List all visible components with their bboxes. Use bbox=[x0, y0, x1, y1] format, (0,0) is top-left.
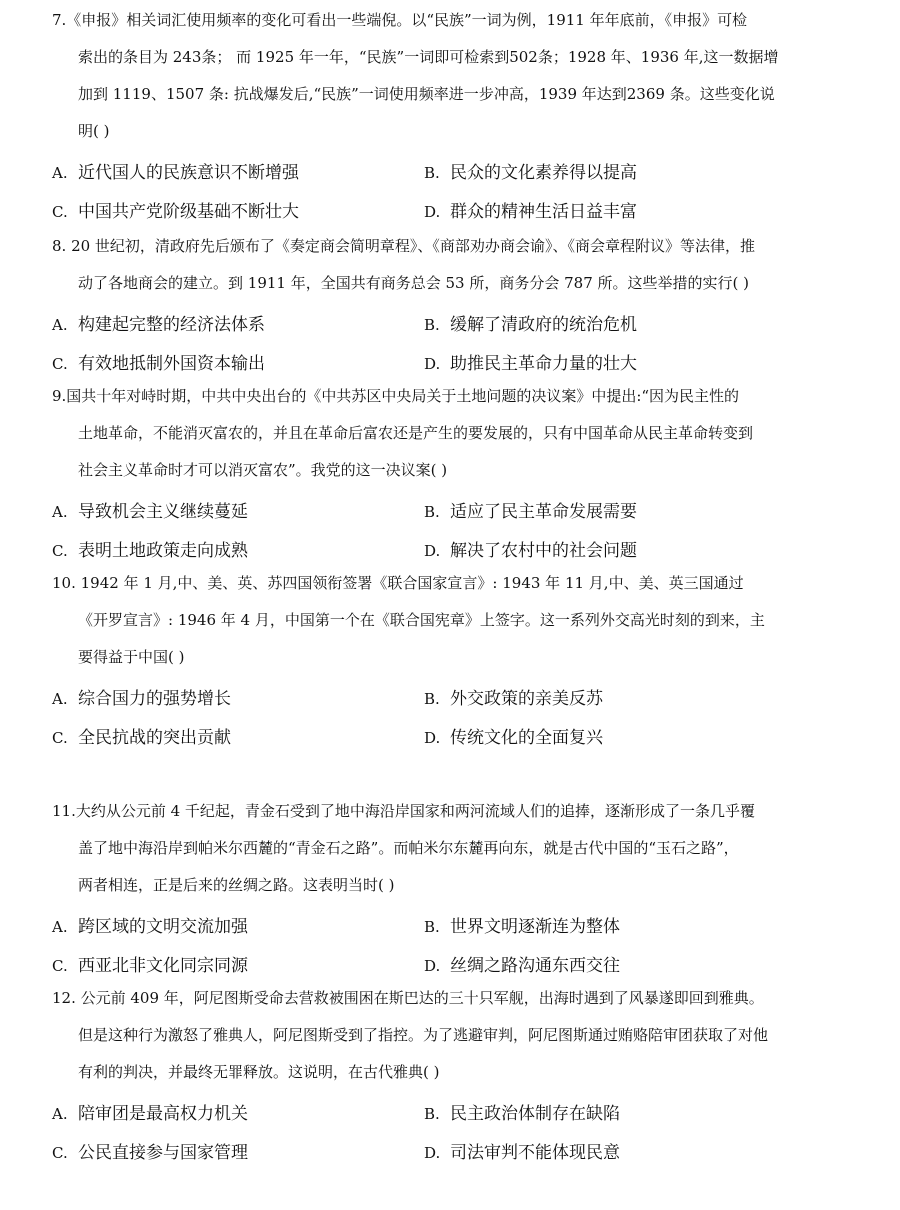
option-d bbox=[422, 719, 844, 758]
option-a bbox=[52, 1095, 422, 1134]
option-text: 助推民主革命力量的壮大 bbox=[450, 354, 637, 374]
option-letter: C. bbox=[52, 355, 68, 373]
question-11 bbox=[52, 793, 867, 986]
option-text: 解决了农村中的社会问题 bbox=[450, 541, 637, 561]
option-letter: D. bbox=[424, 355, 441, 373]
option-d bbox=[422, 193, 844, 232]
option-text: 适应了民主革命发展需要 bbox=[450, 502, 637, 522]
option-letter: A. bbox=[52, 918, 68, 936]
option-row bbox=[52, 154, 867, 193]
question-7-stem-line-3: 加到 1119、1507 条: 抗战爆发后,“民族”一词使用频率进一步冲高，1939 年达到2369 条。这些变化说 bbox=[78, 85, 775, 103]
option-b bbox=[422, 680, 844, 719]
option-text: 综合国力的强势增长 bbox=[78, 689, 231, 709]
option-text: 表明土地政策走向成熟 bbox=[78, 541, 248, 561]
question-10-stem-line-3: 要得益于中国( ) bbox=[78, 648, 185, 666]
question-12 bbox=[52, 980, 867, 1173]
option-letter: C. bbox=[52, 1144, 68, 1162]
option-c bbox=[52, 1134, 422, 1173]
option-row bbox=[52, 193, 867, 232]
option-text: 公民直接参与国家管理 bbox=[78, 1143, 248, 1163]
question-12-stem-line-1: 12. 公元前 409 年，阿尼图斯受命去营救被围困在斯巴达的三十只军舰，出海时遇到了风暴遂即回到雅典。 bbox=[52, 989, 764, 1007]
option-text: 构建起完整的经济法体系 bbox=[78, 315, 265, 335]
option-letter: B. bbox=[424, 1105, 440, 1123]
question-8-stem-line-2: 动了各地商会的建立。到 1911 年，全国共有商务总会 53 所，商务分会 787 所。这些举措的实行( ) bbox=[78, 274, 749, 292]
option-a bbox=[52, 306, 422, 345]
option-letter: B. bbox=[424, 918, 440, 936]
option-text: 导致机会主义继续蔓延 bbox=[78, 502, 248, 522]
option-letter: A. bbox=[52, 164, 68, 182]
option-text: 司法审判不能体现民意 bbox=[450, 1143, 620, 1163]
option-letter: B. bbox=[424, 164, 440, 182]
option-text: 民众的文化素养得以提高 bbox=[450, 163, 637, 183]
question-9-options bbox=[52, 493, 867, 571]
option-letter: D. bbox=[424, 729, 441, 747]
option-row bbox=[52, 680, 867, 719]
option-c bbox=[52, 193, 422, 232]
option-text: 跨区域的文明交流加强 bbox=[78, 917, 248, 937]
option-letter: A. bbox=[52, 316, 68, 334]
option-text: 世界文明逐渐连为整体 bbox=[450, 917, 620, 937]
question-9-stem-line-3: 社会主义革命时才可以消灭富农”。我党的这一决议案( ) bbox=[78, 461, 448, 479]
option-letter: C. bbox=[52, 957, 68, 975]
question-11-stem-line-1: 11.大约从公元前 4 千纪起，青金石受到了地中海沿岸国家和两河流域人们的追捧，逐渐形成了一条几乎覆 bbox=[52, 802, 755, 820]
option-text: 民主政治体制存在缺陷 bbox=[450, 1104, 620, 1124]
option-text: 丝绸之路沟通东西交往 bbox=[450, 956, 620, 976]
option-letter: B. bbox=[424, 503, 440, 521]
option-a bbox=[52, 908, 422, 947]
question-10-stem-line-2: 《开罗宣言》: 1946 年 4 月，中国第一个在《联合国宪章》上签字。这一系列外交高光时刻的到来，主 bbox=[78, 611, 765, 629]
question-10-options bbox=[52, 680, 867, 758]
option-text: 有效地抵制外国资本输出 bbox=[78, 354, 265, 374]
question-12-stem-line-2: 但是这种行为激怒了雅典人，阿尼图斯受到了指控。为了逃避审判，阿尼图斯通过贿赂陪审团获取了对他 bbox=[78, 1026, 769, 1044]
option-text: 近代国人的民族意识不断增强 bbox=[78, 163, 299, 183]
question-9-stem-line-1: 9.国共十年对峙时期，中共中央出台的《中共苏区中央局关于土地问题的决议案》中提出:“因为民主性的 bbox=[52, 387, 740, 405]
question-10-stem-line-1: 10. 1942 年 1 月,中、美、英、苏四国领衔签署《联合国家宣言》: 1943 年 11 月,中、美、英三国通过 bbox=[52, 574, 744, 592]
option-letter: A. bbox=[52, 1105, 68, 1123]
option-row bbox=[52, 306, 867, 345]
question-7-stem-line-2: 索出的条目为 243条； 而 1925 年一年，“民族”一词即可检索到502条；1928 年、1936 年,这一数据增 bbox=[78, 48, 779, 66]
option-letter: D. bbox=[424, 203, 441, 221]
option-b bbox=[422, 493, 844, 532]
option-letter: D. bbox=[424, 542, 441, 560]
option-letter: D. bbox=[424, 1144, 441, 1162]
option-row bbox=[52, 1134, 867, 1173]
question-7 bbox=[52, 2, 867, 232]
question-9-stem-line-2: 土地革命，不能消灭富农的，并且在革命后富农还是产生的要发展的，只有中国革命从民主革命转变到 bbox=[78, 424, 754, 442]
option-d bbox=[422, 1134, 844, 1173]
option-row bbox=[52, 908, 867, 947]
option-text: 传统文化的全面复兴 bbox=[450, 728, 603, 748]
question-7-stem-line-4: 明( ) bbox=[78, 122, 110, 140]
option-text: 缓解了清政府的统治危机 bbox=[450, 315, 637, 335]
option-text: 西亚北非文化同宗同源 bbox=[78, 956, 248, 976]
option-text: 中国共产党阶级基础不断壮大 bbox=[78, 202, 299, 222]
question-11-options bbox=[52, 908, 867, 986]
option-row bbox=[52, 493, 867, 532]
option-b bbox=[422, 908, 844, 947]
option-b bbox=[422, 154, 844, 193]
question-7-stem-line-1: 7.《申报》相关词汇使用频率的变化可看出一些端倪。以“民族”一词为例，1911 年年底前，《申报》可检 bbox=[52, 11, 748, 29]
question-7-options bbox=[52, 154, 867, 232]
option-row bbox=[52, 1095, 867, 1134]
question-8 bbox=[52, 228, 867, 384]
question-11-stem-line-2: 盖了地中海沿岸到帕米尔西麓的“青金石之路”。而帕米尔东麓再向东，就是古代中国的“玉石之路”， bbox=[78, 839, 739, 857]
option-text: 外交政策的亲美反苏 bbox=[450, 689, 603, 709]
option-a bbox=[52, 493, 422, 532]
option-text: 陪审团是最高权力机关 bbox=[78, 1104, 248, 1124]
option-letter: C. bbox=[52, 542, 68, 560]
option-b bbox=[422, 1095, 844, 1134]
option-row bbox=[52, 719, 867, 758]
option-a bbox=[52, 680, 422, 719]
question-9 bbox=[52, 378, 867, 571]
option-letter: C. bbox=[52, 729, 68, 747]
question-11-stem-line-3: 两者相连，正是后来的丝绸之路。这表明当时( ) bbox=[78, 876, 395, 894]
option-letter: B. bbox=[424, 316, 440, 334]
option-letter: C. bbox=[52, 203, 68, 221]
question-12-stem-line-3: 有利的判决，并最终无罪释放。这说明，在古代雅典( ) bbox=[78, 1063, 440, 1081]
option-c bbox=[52, 719, 422, 758]
option-b bbox=[422, 306, 844, 345]
option-letter: B. bbox=[424, 690, 440, 708]
option-letter: A. bbox=[52, 503, 68, 521]
question-12-options bbox=[52, 1095, 867, 1173]
option-letter: D. bbox=[424, 957, 441, 975]
question-8-stem-line-1: 8. 20 世纪初，清政府先后颁布了《奏定商会简明章程》、《商部劝办商会谕》、《商会章程附议》等法律，推 bbox=[52, 237, 755, 255]
question-8-options bbox=[52, 306, 867, 384]
option-text: 群众的精神生活日益丰富 bbox=[450, 202, 637, 222]
option-text: 全民抗战的突出贡献 bbox=[78, 728, 231, 748]
option-a bbox=[52, 154, 422, 193]
option-letter: A. bbox=[52, 690, 68, 708]
question-10 bbox=[52, 565, 867, 758]
